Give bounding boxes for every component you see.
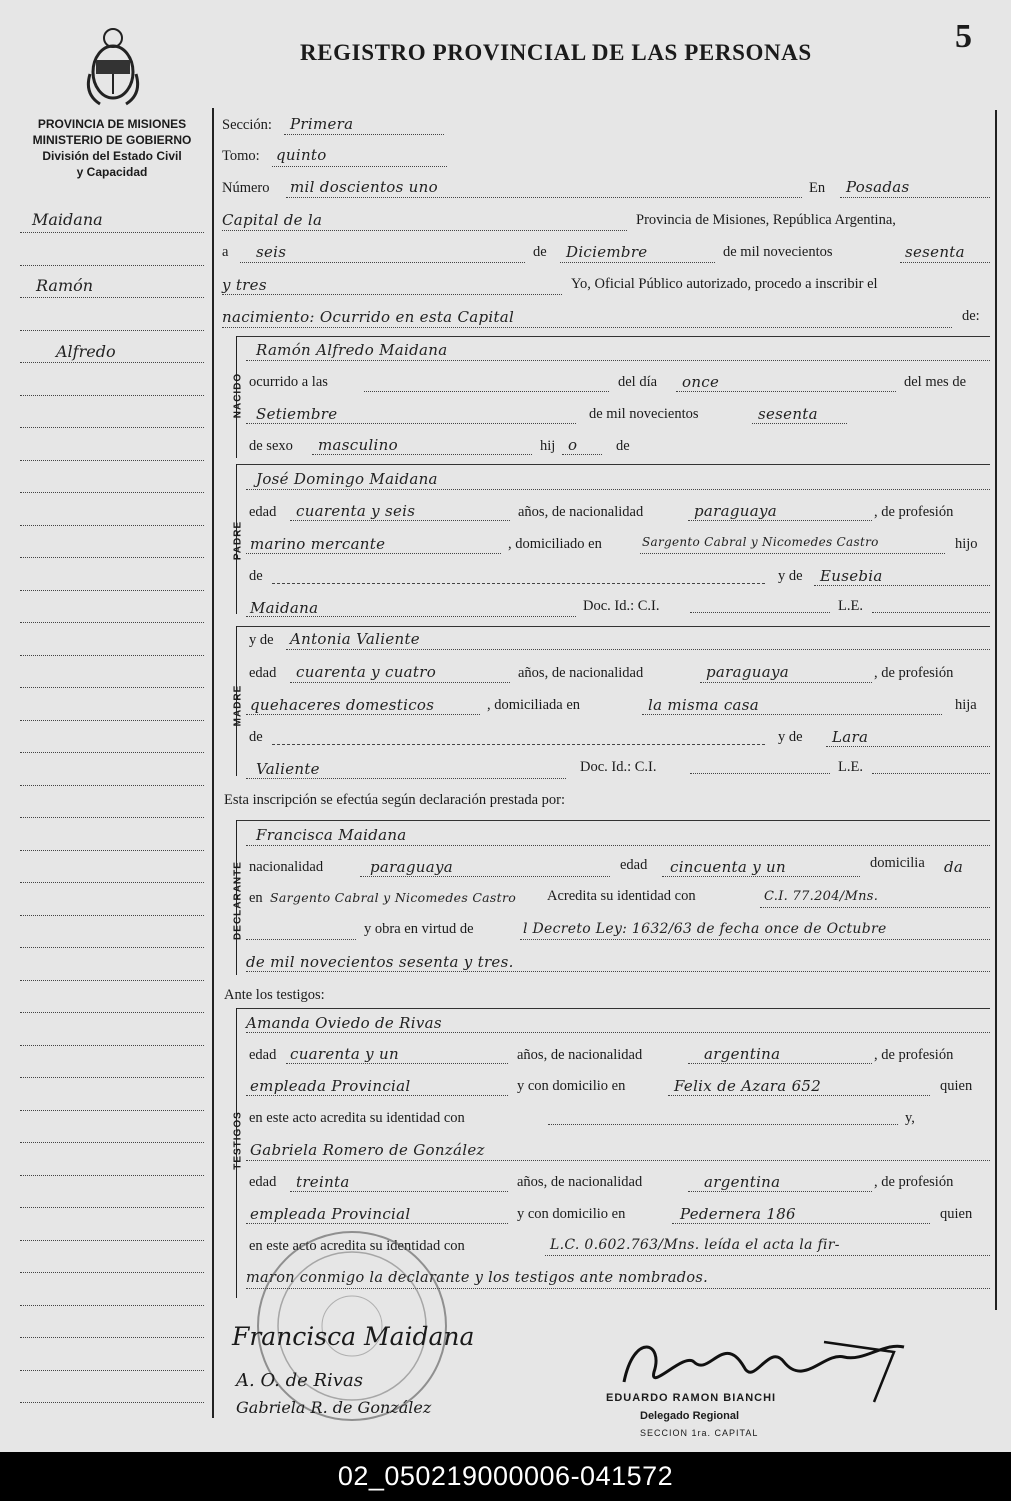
margin-second-name: Alfredo	[56, 342, 116, 361]
margin-line	[20, 1272, 204, 1273]
ministry-line: y Capacidad	[76, 165, 148, 179]
madre-edad-value: cuarenta y cuatro	[296, 663, 437, 681]
obra-value-cont: de mil novecientos sesenta y tres.	[246, 953, 514, 971]
declaracion-text: Esta inscripción se efectúa según declaración prestada por:	[224, 792, 566, 808]
footer-code: 02_050219000006-041572	[0, 1452, 1011, 1501]
madre-profesion-value: quehaceres domesticos	[250, 696, 435, 714]
testigo1-acredita-label: en este acto acredita su identidad con	[249, 1110, 465, 1126]
padre-profesion-label: , de profesión	[874, 504, 954, 520]
testigo2-nacionalidad-value: argentina	[704, 1173, 781, 1191]
margin-line	[20, 297, 204, 298]
margin-line	[20, 785, 204, 786]
ministry-line: MINISTERIO DE GOBIERNO	[32, 133, 192, 147]
madre-le-label: L.E.	[838, 759, 863, 775]
del-mes-label: del mes de	[904, 374, 967, 390]
madre-nacionalidad-value: paraguaya	[706, 663, 789, 681]
madre-y-de2-label: y de	[778, 729, 803, 745]
hija-label: hija	[955, 697, 977, 713]
margin-line	[20, 947, 204, 948]
margin-line	[20, 1142, 204, 1143]
testigo2-edad-label: edad	[249, 1174, 277, 1190]
padre-nacionalidad-value: paraguaya	[694, 502, 777, 520]
padre-domicilio-value: Sargento Cabral y Nicomedes Castro	[642, 535, 879, 549]
margin-line	[20, 1370, 204, 1371]
acto-value: nacimiento: Ocurrido en esta Capital	[222, 308, 515, 326]
margin-line	[20, 1240, 204, 1241]
declarante-name: Francisca Maidana	[256, 826, 407, 844]
testigo2-acredita-label: en este acto acredita su identidad con	[249, 1238, 465, 1254]
margin-line	[20, 850, 204, 851]
numero-value: mil doscientos uno	[290, 178, 438, 196]
madre-edad-label: edad	[249, 665, 277, 681]
testigo1-edad-label: edad	[249, 1047, 277, 1063]
margin-line	[20, 330, 204, 331]
padre-section-label: PADRE	[232, 520, 244, 561]
nacido-anio-value: sesenta	[758, 405, 818, 423]
padre-name: José Domingo Maidana	[256, 470, 438, 488]
declarante-section-label: DECLARANTE	[232, 861, 244, 940]
declarante-en-label: en	[249, 890, 263, 906]
madre-name: Antonia Valiente	[290, 630, 420, 648]
testigo1-domicilio-label: y con domicilio en	[517, 1078, 626, 1094]
margin-line	[20, 687, 204, 688]
obra-value: l Decreto Ley: 1632/63 de fecha once de Octubre	[523, 921, 887, 937]
madre-section-label: MADRE	[232, 684, 244, 727]
nacido-section-label: NACIDO	[232, 372, 244, 419]
numero-label: Número	[222, 180, 270, 196]
acredita-label: Acredita su identidad con	[547, 888, 696, 904]
margin-line	[20, 1175, 204, 1176]
padre-madre-value: Eusebia	[820, 567, 883, 585]
hij-value: o	[568, 436, 578, 454]
official-name: EDUARDO RAMON BIANCHI	[606, 1392, 777, 1404]
margin-line	[20, 1045, 204, 1046]
testigo1-name: Amanda Oviedo de Rivas	[246, 1014, 442, 1032]
margin-line	[20, 1305, 204, 1306]
testigo1-nacionalidad-value: argentina	[704, 1045, 781, 1063]
margin-line	[20, 1077, 204, 1078]
margin-line	[20, 362, 204, 363]
ocurrido-label: ocurrido a las	[249, 374, 328, 390]
margin-line	[20, 655, 204, 656]
capital-value: Capital de la	[222, 211, 323, 229]
margin-line	[20, 622, 204, 623]
margin-line	[20, 1207, 204, 1208]
padre-profesion-value: marino mercante	[250, 535, 386, 553]
madre-anios-label: años, de nacionalidad	[518, 665, 644, 681]
testigo1-domicilio-value: Felix de Azara 652	[674, 1077, 822, 1095]
margin-line	[20, 752, 204, 753]
margin-line	[20, 460, 204, 461]
anio-value: sesenta	[905, 243, 965, 261]
padre-anios-label: años, de nacionalidad	[518, 504, 644, 520]
testigo1-profesion-value: empleada Provincial	[250, 1077, 411, 1095]
margin-first-name: Ramón	[36, 276, 94, 295]
madre-profesion-label: , de profesión	[874, 665, 954, 681]
nacido-mil-label: de mil novecientos	[589, 406, 699, 422]
seccion-value: Primera	[290, 115, 354, 133]
madre-apellido-value: Valiente	[256, 760, 320, 778]
testigo2-domicilio-value: Pedernera 186	[680, 1205, 796, 1223]
page-number: 5	[955, 18, 972, 55]
de-label: de	[533, 244, 547, 260]
margin-line	[20, 590, 204, 591]
margin-line	[20, 525, 204, 526]
testigos-section-label: TESTIGOS	[232, 1111, 244, 1170]
anio-value-cont: y tres	[222, 276, 267, 294]
right-border	[995, 110, 997, 1310]
margin-line	[20, 1402, 204, 1403]
padre-doc-label: Doc. Id.: C.I.	[583, 598, 660, 614]
yo-text: Yo, Oficial Público autorizado, procedo a inscribir el	[571, 276, 878, 292]
margin-line	[20, 1337, 204, 1338]
madre-doc-label: Doc. Id.: C.I.	[580, 759, 657, 775]
domiciliado-label: , domiciliado en	[508, 536, 602, 552]
del-dia-label: del día	[618, 374, 658, 390]
official-title: Delegado Regional	[640, 1410, 740, 1422]
declarante-edad-value: cincuenta y un	[670, 858, 786, 876]
padre-de-label: de	[249, 568, 263, 584]
sexo-label: de sexo	[249, 438, 293, 454]
madre-y-de-label: y de	[249, 632, 274, 648]
en-value: Posadas	[846, 178, 910, 196]
hij-label: hij	[540, 438, 556, 454]
testigo1-y-label: y,	[905, 1110, 915, 1126]
nacido-name: Ramón Alfredo Maidana	[256, 341, 448, 359]
declarante-domicilio-value: Sargento Cabral y Nicomedes Castro	[270, 890, 517, 905]
madre-madre-value: Lara	[832, 728, 869, 746]
signature-testigo2: Gabriela R. de González	[236, 1398, 432, 1417]
domicilia-label: domicilia	[870, 855, 925, 871]
official-subtitle: SECCION 1ra. CAPITAL	[640, 1428, 759, 1438]
nacido-mes-value: Setiembre	[256, 405, 338, 423]
margin-line	[20, 882, 204, 883]
dia-value: seis	[256, 243, 287, 261]
testigo2-quien-label: quien	[940, 1206, 973, 1222]
de-colon-label: de:	[962, 308, 980, 324]
a-label: a	[222, 244, 229, 260]
hij-de-label: de	[616, 438, 630, 454]
hijo-label: hijo	[955, 536, 978, 552]
padre-apellido-value: Maidana	[250, 599, 319, 617]
madre-domicilio-value: la misma casa	[648, 696, 760, 714]
testigo2-edad-value: treinta	[296, 1173, 350, 1191]
margin-line	[20, 980, 204, 981]
document-title: REGISTRO PROVINCIAL DE LAS PERSONAS	[300, 40, 812, 65]
testigo2-profesion-value: empleada Provincial	[250, 1205, 411, 1223]
margin-line	[20, 915, 204, 916]
domicilia-suffix: da	[944, 858, 964, 876]
margin-line	[20, 232, 204, 233]
testigo2-profesion-label: , de profesión	[874, 1174, 954, 1190]
seccion-label: Sección:	[222, 117, 272, 133]
provincia-text: Provincia de Misiones, República Argentina,	[636, 212, 896, 228]
padre-le-label: L.E.	[838, 598, 863, 614]
tomo-value: quinto	[276, 146, 327, 164]
padre-y-de-label: y de	[778, 568, 803, 584]
tomo-label: Tomo:	[222, 148, 260, 164]
nacido-dia-value: once	[682, 373, 720, 391]
testigo2-acredita-value: L.C. 0.602.763/Mns. leída el acta la fir-	[550, 1237, 840, 1253]
ministry-header	[8, 116, 216, 180]
testigo1-anios-label: años, de nacionalidad	[517, 1047, 643, 1063]
margin-surname: Maidana	[32, 210, 103, 229]
margin-line	[20, 817, 204, 818]
sexo-value: masculino	[318, 436, 398, 454]
padre-edad-value: cuarenta y seis	[296, 502, 416, 520]
mes-value: Diciembre	[566, 243, 648, 261]
testigo2-name: Gabriela Romero de González	[250, 1141, 485, 1159]
margin-line	[20, 1110, 204, 1111]
margin-line	[20, 427, 204, 428]
margin-line	[20, 720, 204, 721]
signature-declarante: Francisca Maidana	[232, 1322, 475, 1351]
testigo1-profesion-label: , de profesión	[874, 1047, 954, 1063]
margin-divider	[212, 108, 214, 1418]
margin-line	[20, 265, 204, 266]
coat-of-arms-icon	[80, 24, 146, 110]
testigo1-edad-value: cuarenta y un	[290, 1045, 399, 1063]
margin-line	[20, 557, 204, 558]
declarante-nacionalidad-label: nacionalidad	[249, 859, 324, 875]
obra-label: y obra en virtud de	[364, 921, 474, 937]
margin-line	[20, 395, 204, 396]
testigo2-anios-label: años, de nacionalidad	[517, 1174, 643, 1190]
acredita-value: C.I. 77.204/Mns.	[764, 889, 879, 904]
padre-edad-label: edad	[249, 504, 277, 520]
testigo2-domicilio-label: y con domicilio en	[517, 1206, 626, 1222]
madre-de-label: de	[249, 729, 263, 745]
cierre-value: maron conmigo la declarante y los testigos ante nombrados.	[246, 1270, 709, 1286]
ministry-line: PROVINCIA DE MISIONES	[37, 117, 187, 131]
margin-line	[20, 1012, 204, 1013]
mil-label: de mil novecientos	[723, 244, 833, 260]
declarante-edad-label: edad	[620, 857, 648, 873]
en-label: En	[809, 180, 826, 196]
testigo1-quien-label: quien	[940, 1078, 973, 1094]
signature-testigo1: A. O. de Rivas	[236, 1370, 363, 1391]
ministry-line: División del Estado Civil	[42, 149, 182, 163]
testigos-text: Ante los testigos:	[224, 987, 325, 1003]
margin-line	[20, 492, 204, 493]
declarante-nacionalidad-value: paraguaya	[370, 858, 453, 876]
domiciliada-label: , domiciliada en	[487, 697, 581, 713]
